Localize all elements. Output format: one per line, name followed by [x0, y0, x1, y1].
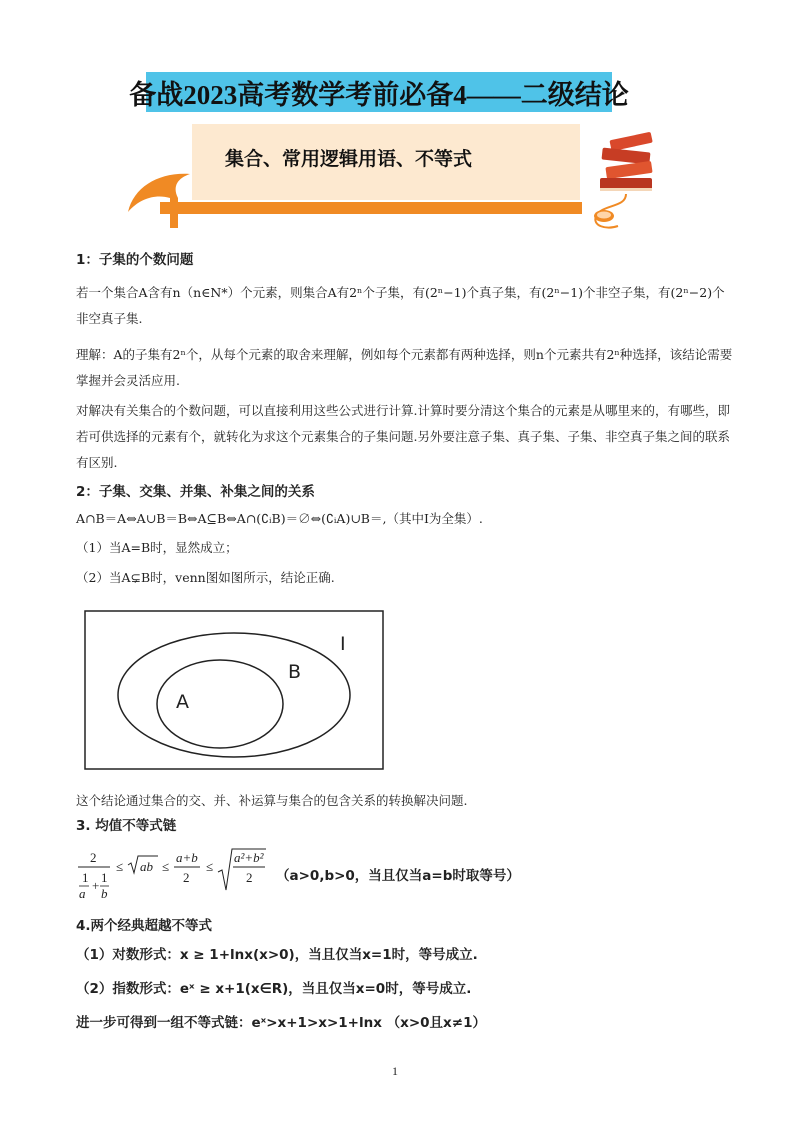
venn-label-universal: I [340, 633, 346, 655]
section-1-paragraph-3: 对解决有关集合的个数问题，可以直接利用这些公式进行计算.计算时要分清这个集合的元素是从哪里来的，有哪些，即若可供选择的元素有个，就转化为求这个元素集合的子集问题.另外要注意子集、真子集、子集、非空真子集之间的联系有区别. [76, 403, 730, 470]
venn-label-a: A [176, 691, 189, 713]
mean-inequality-formula [76, 846, 268, 906]
section-2-conclusion: 这个结论通过集合的交、并、补运算与集合的包含关系的转换解决问题. [76, 793, 468, 808]
exp-form-inequality: （2）指数形式：eˣ ≥ x+1(x∈R)，当且仅当x=0时，等号成立. [76, 981, 472, 997]
svg-text:a+b: a+b [176, 850, 198, 865]
svg-text:2: 2 [183, 870, 190, 885]
banner-arrow-graphic [120, 168, 590, 234]
section-3-heading: 3. 均值不等式链 [76, 818, 177, 834]
svg-text:ab: ab [140, 859, 153, 874]
inequality-chain: 进一步可得到一组不等式链：eˣ>x+1>x>1+lnx （x>0且x≠1） [76, 1015, 486, 1031]
section-1-paragraph-1: 若一个集合A含有n（n∈N*）个元素，则集合A有2ⁿ个子集，有(2ⁿ−1)个真子集，有(2ⁿ−1)个非空子集，有(2ⁿ−2)个非空真子集. [76, 285, 725, 326]
svg-text:2: 2 [90, 850, 97, 865]
svg-text:2: 2 [246, 870, 253, 885]
books-icon [582, 128, 672, 238]
case-2-text: （2）当A⊊B时，venn图如图所示，结论正确. [76, 570, 335, 585]
document-title-text: 备战2023高考数学考前必备4——二级结论 [129, 79, 629, 110]
venn-label-b: B [288, 661, 302, 683]
section-1-paragraph-2: 理解：A的子集有2ⁿ个，从每个元素的取舍来理解，例如每个元素都有两种选择，则n个元素共有2ⁿ种选择，该结论需要掌握并会灵活应用. [76, 347, 733, 388]
svg-text:b: b [101, 886, 108, 901]
svg-text:≤: ≤ [206, 859, 214, 874]
set-relation-formula: A∩B＝A⇔A∪B＝B⇔A⊆B⇔A∩(∁ᵢB)＝∅⇔(∁ᵢA)∪B＝,（其中I为全集）. [76, 511, 483, 526]
case-1-text: （1）当A=B时，显然成立； [76, 540, 238, 555]
svg-text:1: 1 [101, 870, 108, 885]
banner-subtitle: 集合、常用逻辑用语、不等式 [225, 148, 473, 170]
section-2-heading: 2：子集、交集、并集、补集之间的关系 [76, 484, 315, 500]
svg-text:≤: ≤ [162, 859, 170, 874]
section-4-heading: 4.两个经典超越不等式 [76, 918, 213, 934]
content-body [76, 248, 736, 1040]
svg-text:a²+b²: a²+b² [234, 850, 264, 865]
mean-inequality-chain [76, 846, 736, 906]
venn-diagram [84, 610, 384, 770]
mean-inequality-condition: （a>0,b>0，当且仅当a=b时取等号） [276, 868, 520, 884]
svg-text:≤: ≤ [116, 859, 124, 874]
svg-text:+: + [92, 878, 100, 893]
document-title [129, 72, 629, 112]
section-1-heading: 1：子集的个数问题 [76, 252, 194, 268]
page-number: 1 [392, 1064, 398, 1078]
svg-text:a: a [79, 886, 86, 901]
venn-universal-rect [85, 611, 383, 769]
log-form-inequality: （1）对数形式：x ≥ 1+lnx(x>0)，当且仅当x=1时，等号成立. [76, 947, 478, 963]
venn-set-b-ellipse [118, 633, 350, 757]
svg-text:1: 1 [82, 870, 89, 885]
